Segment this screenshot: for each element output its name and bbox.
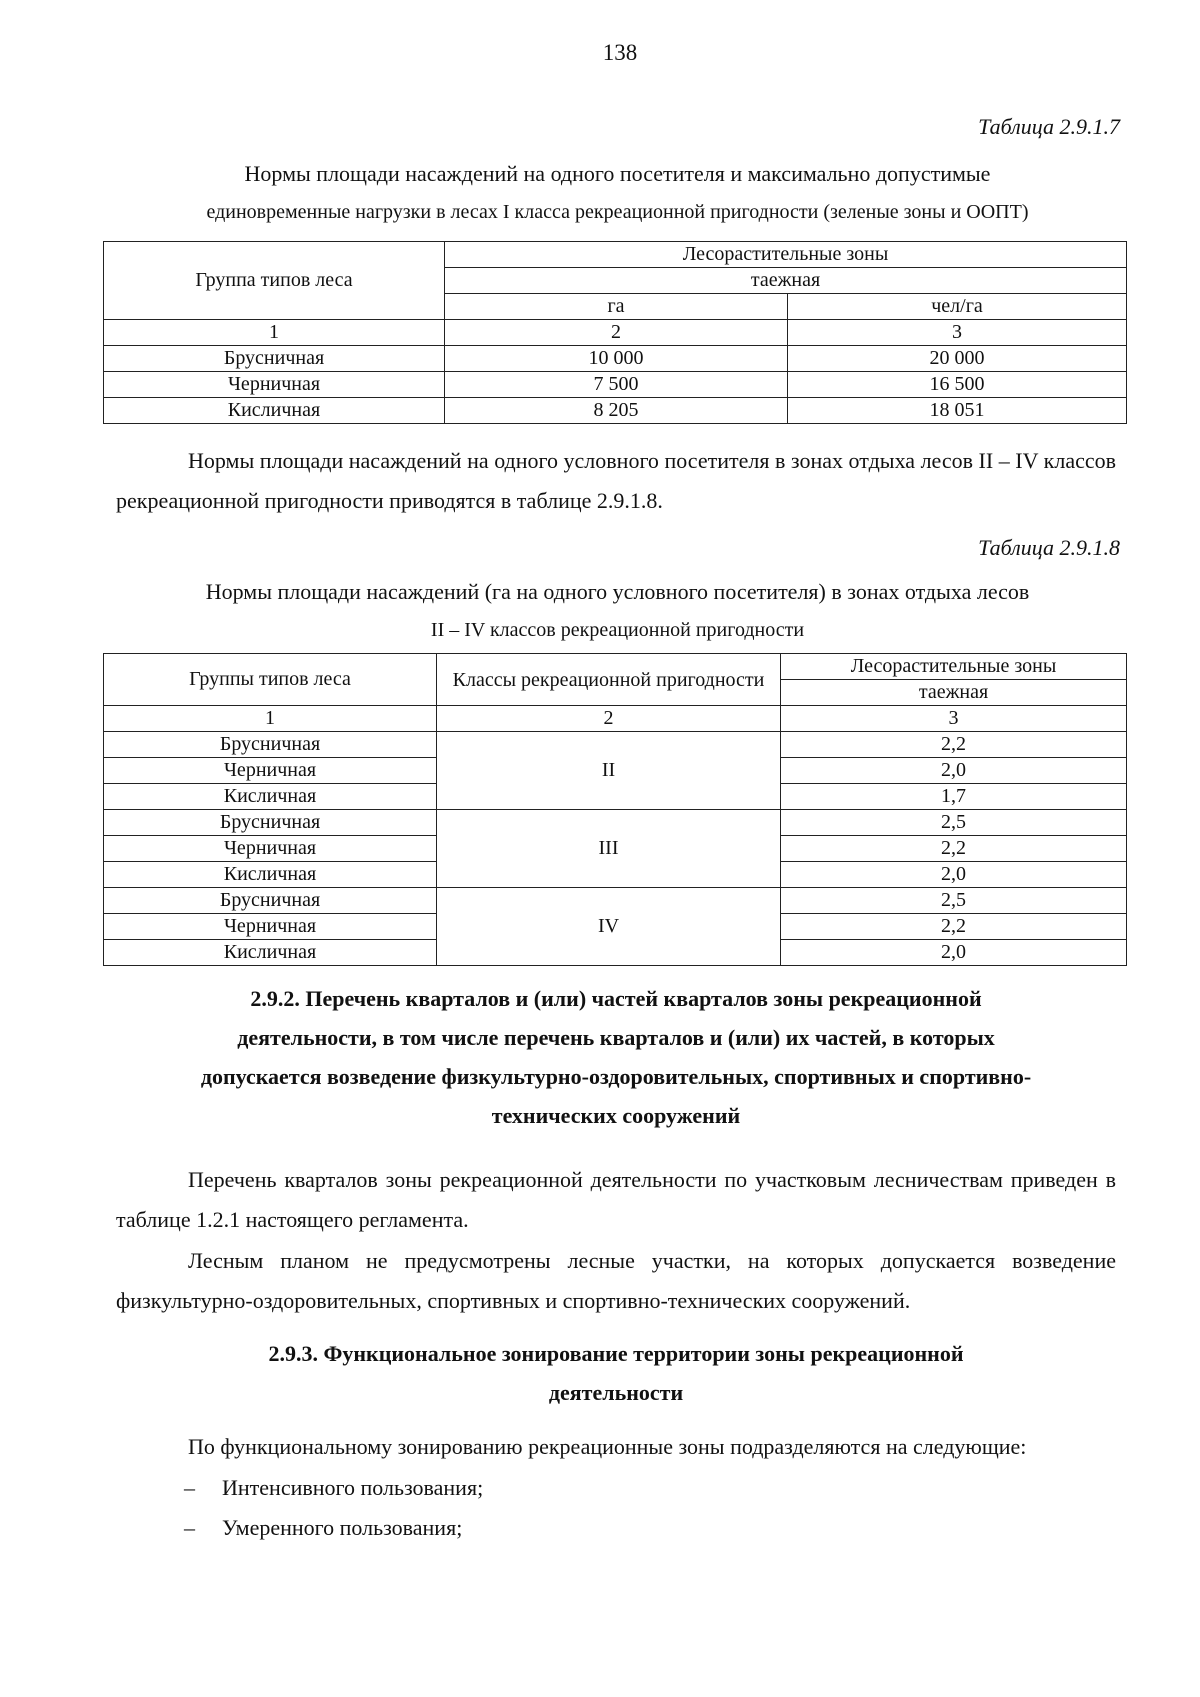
table2-cell: 2,2 bbox=[781, 836, 1127, 862]
table2-class-cell: III bbox=[437, 810, 781, 888]
section-heading-2-9-3 bbox=[116, 1334, 1116, 1412]
heading-line: технических сооружений bbox=[491, 1103, 741, 1128]
table1-title-line2: единовременные нагрузки в лесах I класса рекреационной пригодности (зеленые зоны и ООПТ) bbox=[206, 201, 1029, 223]
table1-cell: 3 bbox=[788, 320, 1127, 346]
table2-cell: Черничная bbox=[104, 836, 437, 862]
table2-cell: Кисличная bbox=[104, 784, 437, 810]
table2-cell: 2,5 bbox=[781, 888, 1127, 914]
table2-title bbox=[105, 572, 1130, 650]
table1-cell: 2 bbox=[445, 320, 788, 346]
heading-line: 2.9.3. Функциональное зонирование территории зоны рекреационной bbox=[268, 1341, 964, 1366]
list-marker: – bbox=[184, 1515, 195, 1540]
table2-cell: 2 bbox=[437, 706, 781, 732]
table2-header-zones: Лесорастительные зоны bbox=[781, 654, 1127, 680]
section-heading-2-9-2 bbox=[116, 979, 1116, 1135]
table2 bbox=[103, 653, 1127, 966]
page-number: 138 bbox=[602, 40, 638, 65]
table2-cell: Кисличная bbox=[104, 940, 437, 966]
table2-title-line2: II – IV классов рекреационной пригодности bbox=[430, 619, 805, 641]
table2-cell: 2,0 bbox=[781, 862, 1127, 888]
table-row bbox=[104, 888, 1127, 914]
list-item bbox=[184, 1468, 484, 1508]
table1-header-ha: га bbox=[445, 294, 788, 320]
paragraph-4: По функциональному зонированию рекреационные зоны подразделяются на следующие: bbox=[188, 1434, 1027, 1459]
table2-cell: 3 bbox=[781, 706, 1127, 732]
table2-cell: Черничная bbox=[104, 914, 437, 940]
table1-cell: 1 bbox=[104, 320, 445, 346]
table-row bbox=[104, 372, 1127, 398]
table1-title-line1: Нормы площади насаждений на одного посетителя и максимально допустимые bbox=[244, 161, 991, 186]
table2-cell: Брусничная bbox=[104, 810, 437, 836]
table-row bbox=[104, 346, 1127, 372]
heading-line: деятельности, в том числе перечень кварталов и (или) их частей, в которых bbox=[237, 1025, 995, 1050]
table1-title bbox=[105, 154, 1130, 232]
table1-header-zones: Лесорастительные зоны bbox=[445, 242, 1127, 268]
table2-caption: Таблица 2.9.1.8 bbox=[978, 535, 1120, 560]
table2-cell: 2,0 bbox=[781, 758, 1127, 784]
list-item bbox=[184, 1508, 463, 1548]
table1-cell: 10 000 bbox=[445, 346, 788, 372]
heading-line: деятельности bbox=[548, 1380, 684, 1405]
table2-cell: Брусничная bbox=[104, 732, 437, 758]
table2-title-line1: Нормы площади насаждений (га на одного условного посетителя) в зонах отдыха лесов bbox=[205, 579, 1030, 604]
table1-cell: 7 500 bbox=[445, 372, 788, 398]
table2-cell: 1 bbox=[104, 706, 437, 732]
table1-number-row bbox=[104, 320, 1127, 346]
table-row bbox=[104, 732, 1127, 758]
table2-header-group: Группы типов леса bbox=[104, 654, 437, 706]
table2-cell: Кисличная bbox=[104, 862, 437, 888]
table2-cell: 2,2 bbox=[781, 914, 1127, 940]
paragraph-3: Лесным планом не предусмотрены лесные участки, на которых допускается возведение физкультурно-оздоровительных, спортивных и спортивно-технических сооружений. bbox=[116, 1248, 1116, 1313]
paragraph-2: Перечень кварталов зоны рекреационной деятельности по участковым лесничествам приведен в таблице 1.2.1 настоящего регламента. bbox=[116, 1167, 1116, 1232]
heading-line: 2.9.2. Перечень кварталов и (или) частей кварталов зоны рекреационной bbox=[250, 986, 982, 1011]
table2-header-class: Классы рекреационной пригодности bbox=[437, 654, 781, 706]
list-item-text: Интенсивного пользования; bbox=[222, 1475, 484, 1500]
table2-class-cell: IV bbox=[437, 888, 781, 966]
table2-cell: Черничная bbox=[104, 758, 437, 784]
table-row bbox=[104, 398, 1127, 424]
table2-cell: 2,5 bbox=[781, 810, 1127, 836]
table1-cell: 18 051 bbox=[788, 398, 1127, 424]
table1-cell: 8 205 bbox=[445, 398, 788, 424]
table-row bbox=[104, 810, 1127, 836]
table1-header-group: Группа типов леса bbox=[104, 242, 445, 320]
list-item-text: Умеренного пользования; bbox=[222, 1515, 463, 1540]
paragraph-1: Нормы площади насаждений на одного условного посетителя в зонах отдыха лесов II – IV классов рекреационной пригодности приводятся в таблице 2.9.1.8. bbox=[116, 448, 1116, 513]
table2-number-row bbox=[104, 706, 1127, 732]
table1-cell: 16 500 bbox=[788, 372, 1127, 398]
table2-class-cell: II bbox=[437, 732, 781, 810]
table1-cell: 20 000 bbox=[788, 346, 1127, 372]
table1-header-taiga: таежная bbox=[445, 268, 1127, 294]
list-marker: – bbox=[184, 1475, 195, 1500]
table2-cell: 2,0 bbox=[781, 940, 1127, 966]
table2-cell: 2,2 bbox=[781, 732, 1127, 758]
table1-cell: Кисличная bbox=[104, 398, 445, 424]
table1-caption: Таблица 2.9.1.7 bbox=[978, 114, 1120, 139]
table2-cell: 1,7 bbox=[781, 784, 1127, 810]
table1-cell: Брусничная bbox=[104, 346, 445, 372]
table1-cell: Черничная bbox=[104, 372, 445, 398]
heading-line: допускается возведение физкультурно-оздоровительных, спортивных и спортивно- bbox=[200, 1064, 1032, 1089]
table2-cell: Брусничная bbox=[104, 888, 437, 914]
table1 bbox=[103, 241, 1127, 424]
table2-header-taiga: таежная bbox=[781, 680, 1127, 706]
table1-header-ppl: чел/га bbox=[788, 294, 1127, 320]
